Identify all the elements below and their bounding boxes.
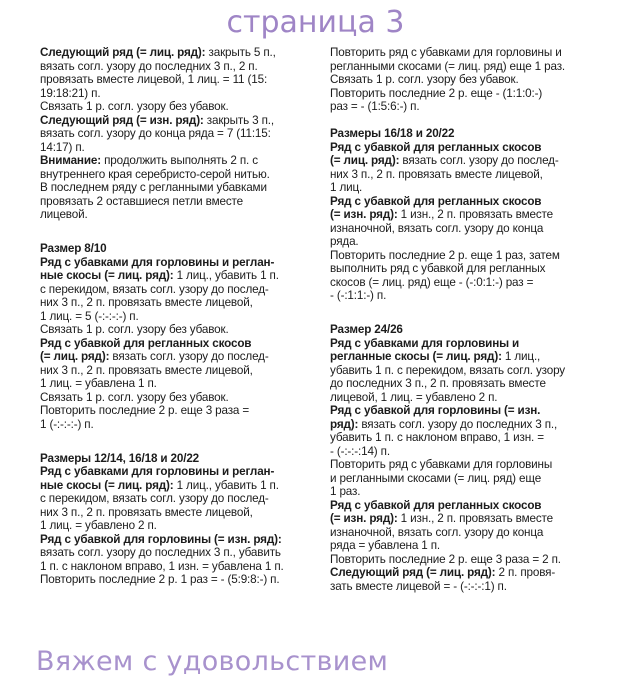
instruction-paragraph: Повторить ряд с убавками для горловины и регланными скосами (= лиц. ряд) еще 1 раз.: [330, 458, 553, 498]
instruction-paragraph: Ряд с убавкой для регланных скосов (= лиц. ряд): вязать согл. узору до послед- них 3 п., 2 п. провязать вместе лицевой, 1 лиц. = убавлена 1 п.: [40, 336, 269, 390]
instruction-paragraph: Ряд с убавками для горловины и регланные скосы (= лиц. ряд): 1 лиц., убавить 1 п. с перекидом, вязать согл. узору до последних 3 п., 2 п. провязать вместе лицевой, 1 лиц. = убавлено 2 п.: [330, 336, 565, 404]
instruction-paragraph: Ряд с убавкой для регланных скосов (= лиц. ряд): вязать согл. узору до послед- них 3 п., 2 п. провязать вместе лицевой, 1 лиц.: [330, 140, 559, 194]
instruction-paragraph: Следующий ряд (= лиц. ряд): закрыть 5 п., вязать согл. узору до последних 3 п., 2 п. провязать вместе лицевой, 1 лиц. = 11 (15: 19:18:21) п.: [40, 46, 276, 100]
section-heading-size-24-26: Размер 24/26: [330, 323, 403, 336]
instruction-paragraph: Повторить последние 2 р. еще 3 раза = 1 (-:-:-:-) п.: [40, 404, 250, 431]
section-heading-size-8-10: Размер 8/10: [40, 242, 107, 255]
instruction-paragraph: Ряд с убавкой для регланных скосов (= изн. ряд): 1 изн., 2 п. провязать вместе изнаночной, вязать согл. узору до конца ряда = убавлена 1 п.: [330, 498, 553, 552]
page-title: страница 3: [226, 5, 405, 40]
instruction-paragraph: Следующий ряд (= изн. ряд): закрыть 3 п., вязать согл. узору до конца ряда = 7 (11:15: 14:17) п.: [40, 113, 274, 154]
instruction-paragraph: Ряд с убавкой для горловины (= изн. ряд): вязать согл. узору до последних 3 п., убавить 1 п. с наклоном вправо, 1 изн. = убавлена 1 п.: [40, 532, 284, 573]
right-column: [330, 46, 622, 593]
instruction-paragraph: Повторить последние 2 р. еще 3 раза = 2 п.: [330, 552, 561, 566]
instruction-paragraph: Повторить последние 2 р. еще 1 раз, затем выполнить ряд с убавкой для регланных скосов (= лиц. ряд) еще - (-:0:1:-) раз = - (-:1:1:-) п.: [330, 248, 560, 302]
section-heading-sizes-12-14-16-18-20-22: Размеры 12/14, 16/18 и 20/22: [40, 451, 200, 465]
instruction-paragraph: Повторить ряд с убавками для горловины и регланными скосами (= лиц. ряд) еще 1 раз. Связать 1 р. согл. узору без убавок. Повторить последние 2 р. еще - (1:1:0:-) раз = - (1:5:6:-) п.: [330, 46, 565, 113]
instruction-paragraph: Связать 1 р. согл. узору без убавок.: [40, 390, 229, 404]
instruction-paragraph: Ряд с убавкой для регланных скосов (= изн. ряд): 1 изн., 2 п. провязать вместе изнаночной, вязать согл. узору до конца ряда.: [330, 194, 553, 248]
instruction-paragraph: Повторить последние 2 р. 1 раз = - (5:9:8:-) п.: [40, 573, 280, 586]
instruction-paragraph: Ряд с убавками для горловины и реглан- ные скосы (= лиц. ряд): 1 лиц., убавить 1 п. с перекидом, вязать согл. узору до послед- них 3 п., 2 п. провязать вместе лицевой, 1 лиц. = убавлено 2 п.: [40, 465, 279, 532]
instruction-paragraph: Ряд с убавками для горловины и реглан- ные скосы (= лиц. ряд): 1 лиц., убавить 1 п. с перекидом, вязать согл. узору до послед- них 3 п., 2 п. провязать вместе лицевой, 1 лиц. = 5 (-:-:-:-) п.: [40, 255, 279, 323]
footer-slogan: Вяжем с удовольствием: [36, 646, 389, 677]
left-column: [40, 46, 312, 587]
instruction-paragraph: Следующий ряд (= лиц. ряд): 2 п. провя- зать вместе лицевой = - (-:-:-:1) п.: [330, 566, 556, 593]
attention-note: Внимание: продолжить выполнять 2 п. с внутреннего края серебристо-серой нитью. В последнем ряду с регланными убавками провязать 2 оставшиеся петли вместе лицевой.: [40, 154, 270, 221]
instruction-paragraph: Ряд с убавкой для горловины (= изн. ряд): вязать согл. узору до последних 3 п., убавить 1 п. с наклоном вправо, 1 изн. = - (-:-:-:14) п.: [330, 404, 558, 458]
instruction-paragraph: Связать 1 р. согл. узору без убавок.: [40, 100, 229, 113]
instruction-paragraph: Связать 1 р. согл. узору без убавок.: [40, 323, 229, 336]
section-heading-sizes-16-18-20-22: Размеры 16/18 и 20/22: [330, 127, 455, 140]
